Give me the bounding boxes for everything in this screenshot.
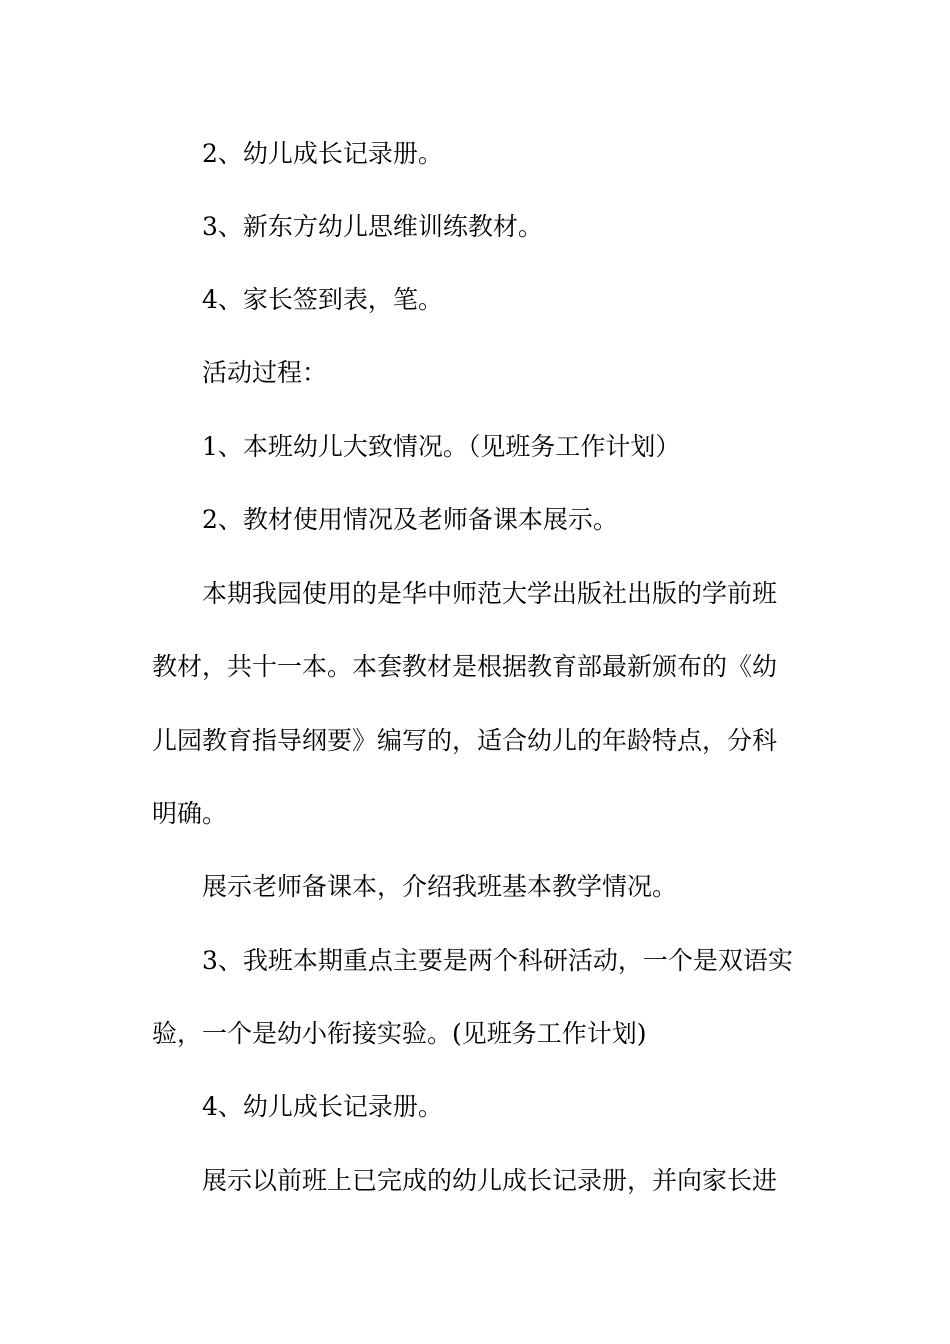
paragraph-line: 本期我园使用的是华中师范大学出版社出版的学前班	[202, 579, 778, 608]
paragraph-line: 教材，共十一本。本套教材是根据教育部最新颁布的《幼	[152, 652, 778, 681]
section-heading: 活动过程：	[202, 358, 328, 387]
text-line: 4、家长签到表，笔。	[202, 285, 443, 314]
text-line: 4、幼儿成长记录册。	[202, 1092, 443, 1121]
text-line: 3、新东方幼儿思维训练教材。	[202, 212, 543, 241]
paragraph-line: 3、我班本期重点主要是两个科研活动，一个是双语实	[202, 946, 793, 975]
paragraph-line: 展示以前班上已完成的幼儿成长记录册，并向家长进	[202, 1166, 778, 1195]
text-line: 2、幼儿成长记录册。	[202, 139, 443, 168]
text-line: 2、教材使用情况及老师备课本展示。	[202, 505, 618, 534]
paragraph-line: 明确。	[152, 799, 228, 828]
paragraph-line: 儿园教育指导纲要》编写的，适合幼儿的年龄特点，分科	[152, 726, 778, 755]
paragraph-line: 验，一个是幼小衔接实验。(见班务工作计划)	[152, 1019, 647, 1048]
text-line: 展示老师备课本，介绍我班基本教学情况。	[202, 872, 678, 901]
text-line: 1、本班幼儿大致情况。（见班务工作计划）	[202, 432, 681, 461]
